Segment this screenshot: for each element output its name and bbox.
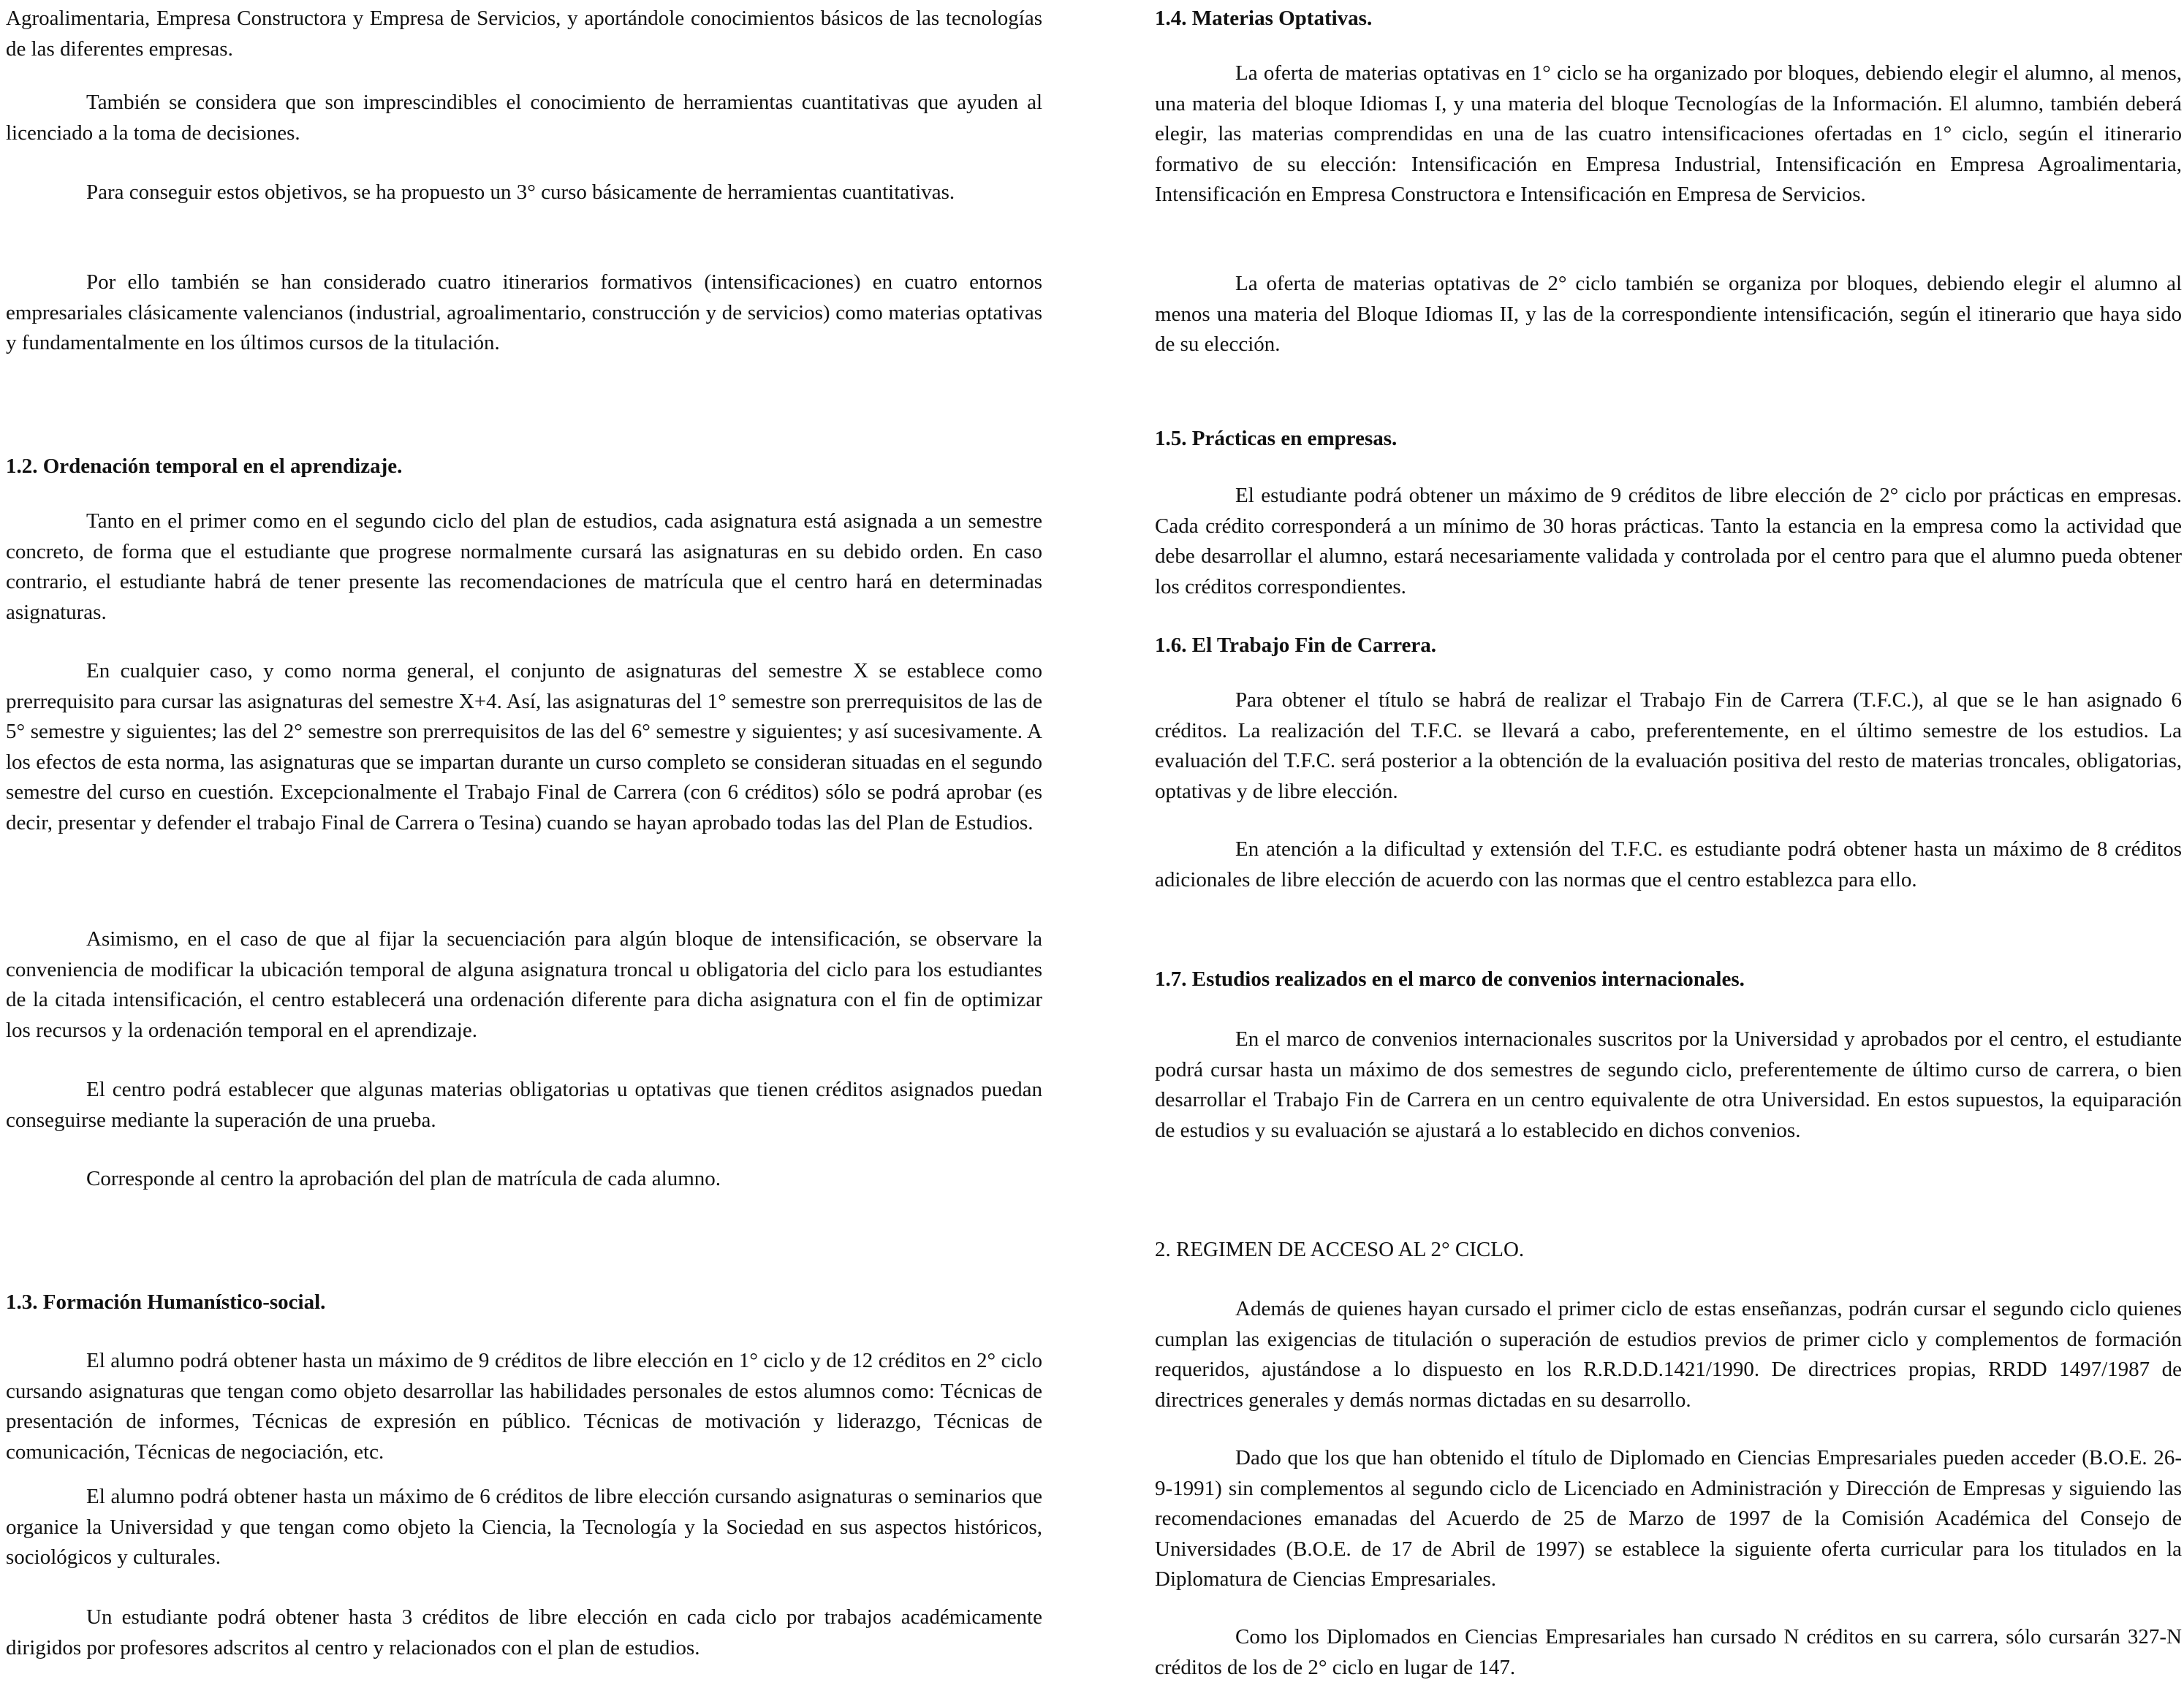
intro-paragraph-4: Por ello también se han considerado cuatro itinerarios formativos (intensificaciones) en cuatro entornos empresariales clásicamente valencianos (industrial, agroalimentario, construcción y de servicios) como materias optativas y fundamentalmente en los últimos cursos de la titulación. — [6, 270, 1042, 354]
section-1-6-title: 1.6. El Trabajo Fin de Carrera. — [1155, 634, 1437, 657]
section-1-3-title: 1.3. Formación Humanístico-social. — [6, 1290, 326, 1314]
section-1-2-title: 1.2. Ordenación temporal en el aprendizaje. — [6, 455, 403, 478]
right-column — [1155, 0, 2182, 1696]
section-1-7-paragraph-1: En el marco de convenios internacionales suscritos por la Universidad y aprobados por el centro, el estudiante podrá cursar hasta un máximo de dos semestres de segundo ciclo, preferentemente de último curso de carrera, o bien desarrollar el Trabajo Fin de Carrera en un centro equivalente de otra Universidad. En estos supuestos, la equiparación de estudios y su evaluación se ajustará a lo establecido en dichos convenios. — [1155, 1027, 2182, 1142]
section-1-5-paragraph-1: El estudiante podrá obtener un máximo de 9 créditos de libre elección de 2° ciclo por prácticas en empresas. Cada crédito corresponderá a un mínimo de 30 horas prácticas. Tanto la estancia en la empresa como la actividad que debe desarrollar el alumno, estará necesariamente validada y controlada por el centro para que el alumno pueda obtener los créditos correspondientes. — [1155, 484, 2182, 598]
section-1-4-paragraph-2: La oferta de materias optativas de 2° ciclo también se organiza por bloques, debiendo elegir el alumno al menos una materia del Bloque Idiomas II, y las de la correspondiente intensificación, según el itinerario que haya sido de su elección. — [1155, 272, 2182, 356]
section-1-2-paragraph-4: El centro podrá establecer que algunas materias obligatorias u optativas que tienen créditos asignados puedan conseguirse mediante la superación de una prueba. — [6, 1078, 1042, 1132]
section-1-6-paragraph-1: Para obtener el título se habrá de realizar el Trabajo Fin de Carrera (T.F.C.), al que se le han asignado 6 créditos. La realización del T.F.C. se llevará a cabo, preferentemente, en el último semestre de los estudios. La evaluación del T.F.C. será posterior a la obtención de la evaluación positiva del resto de materias troncales, obligatorias, optativas y de libre elección. — [1155, 688, 2182, 803]
section-1-4-title: 1.4. Materias Optativas. — [1155, 7, 1373, 30]
section-1-3-paragraph-3: Un estudiante podrá obtener hasta 3 créditos de libre elección en cada ciclo por trabajos académicamente dirigidos por profesores adscritos al centro y relacionados con el plan de estudios. — [6, 1605, 1042, 1659]
section-1-2-paragraph-3: Asimismo, en el caso de que al fijar la secuenciación para algún bloque de intensificación, se observare la conveniencia de modificar la ubicación temporal de alguna asignatura troncal u obligatoria del ciclo para los estudiantes de la citada intensificación, el centro establecerá una ordenación diferente para dicha asignatura con el fin de optimizar los recursos y la ordenación temporal en el aprendizaje. — [6, 927, 1042, 1042]
section-1-4-paragraph-1: La oferta de materias optativas en 1° ciclo se ha organizado por bloques, debiendo elegir el alumno, al menos, una materia del bloque Idiomas I, y una materia del bloque Tecnologías de la Información. El alumno, también deberá elegir, las materias comprendidas en una de las cuatro intensificaciones ofertadas en 1° ciclo, según el itinerario formativo de su elección: Intensificación en Empresa Industrial, Intensificación en Empresa Agroalimentaria, Intensificación en Empresa Constructora e Intensificación en Empresa de Servicios. — [1155, 61, 2182, 206]
section-1-3-paragraph-2: El alumno podrá obtener hasta un máximo de 6 créditos de libre elección cursando asignaturas o seminarios que organice la Universidad y que tengan como objeto la Ciencia, la Tecnología y la Sociedad en sus aspectos históricos, sociológicos y culturales. — [6, 1485, 1042, 1569]
section-1-7-title: 1.7. Estudios realizados en el marco de convenios internacionales. — [1155, 967, 1745, 991]
intro-paragraph-3: Para conseguir estos objetivos, se ha propuesto un 3° curso básicamente de herramientas cuantitativas. — [86, 180, 955, 204]
section-2-paragraph-1: Además de quienes hayan cursado el primer ciclo de estas enseñanzas, podrán cursar el segundo ciclo quienes cumplan las exigencias de titulación o superación de estudios previos de primer ciclo y complementos de formación requeridos, ajustándose a lo dispuesto en los R.R.D.D.1421/1990. De directrices propias, RRDD 1497/1987 de directrices generales y demás normas dictadas en su desarrollo. — [1155, 1297, 2182, 1412]
section-2-title: 2. REGIMEN DE ACCESO AL 2° CICLO. — [1155, 1238, 1525, 1261]
section-2-paragraph-3: Como los Diplomados en Ciencias Empresariales han cursado N créditos en su carrera, sólo cursarán 327-N créditos de los de 2° ciclo en lugar de 147. — [1155, 1625, 2182, 1679]
section-1-2-paragraph-1: Tanto en el primer como en el segundo ciclo del plan de estudios, cada asignatura está asignada a un semestre concreto, de forma que el estudiante que progrese normalmente cursará las asignaturas en su debido orden. En caso contrario, el estudiante habrá de tener presente las recomendaciones de matrícula que el centro hará en determinadas asignaturas. — [6, 509, 1042, 624]
section-1-5-title: 1.5. Prácticas en empresas. — [1155, 427, 1398, 450]
intro-paragraph-2: También se considera que son imprescindibles el conocimiento de herramientas cuantitativas que ayuden al licenciado a la toma de decisiones. — [6, 91, 1042, 145]
intro-paragraph-end: Agroalimentaria, Empresa Constructora y Empresa de Servicios, y aportándole conocimientos básicos de las tecnologías de las diferentes empresas. — [6, 7, 1042, 61]
section-1-2-paragraph-5: Corresponde al centro la aprobación del plan de matrícula de cada alumno. — [86, 1167, 721, 1190]
section-1-6-paragraph-2: En atención a la dificultad y extensión del T.F.C. es estudiante podrá obtener hasta un máximo de 8 créditos adicionales de libre elección de acuerdo con las normas que el centro establezca para ello. — [1155, 837, 2182, 891]
section-1-2-paragraph-2: En cualquier caso, y como norma general, el conjunto de asignaturas del semestre X se establece como prerrequisito para cursar las asignaturas del semestre X+4. Así, las asignaturas del 1° semestre son prerrequisitos de las de 5° semestre y siguientes; las del 2° semestre son prerrequisitos de las del 6° semestre y siguientes; y así sucesivamente. A los efectos de esta norma, las asignaturas que se impartan durante un curso completo se consideran situadas en el segundo semestre del curso en cuestión. Excepcionalmente el Trabajo Final de Carrera (con 6 créditos) sólo se podrá aprobar (es decir, presentar y defender el trabajo Final de Carrera o Tesina) cuando se hayan aprobado todas las del Plan de Estudios. — [6, 659, 1042, 834]
section-2-paragraph-2: Dado que los que han obtenido el título de Diplomado en Ciencias Empresariales pueden acceder (B.O.E. 26-9-1991) sin complementos al segundo ciclo de Licenciado en Administración y Dirección de Empresas y siguiendo las recomendaciones emanadas del Acuerdo de 25 de Marzo de 1997 de la Comisión Académica del Consejo de Universidades (B.O.E. de 17 de Abril de 1997) se establece la siguiente oferta curricular para los titulados en la Diplomatura de Ciencias Empresariales. — [1155, 1446, 2182, 1591]
section-1-3-paragraph-1: El alumno podrá obtener hasta un máximo de 9 créditos de libre elección en 1° ciclo y de 12 créditos en 2° ciclo cursando asignaturas que tengan como objeto desarrollar las habilidades personales de estos alumnos como: Técnicas de presentación de informes, Técnicas de expresión en público. Técnicas de motivación y liderazgo, Técnicas de comunicación, Técnicas de negociación, etc. — [6, 1349, 1042, 1464]
left-column — [6, 0, 1042, 1696]
